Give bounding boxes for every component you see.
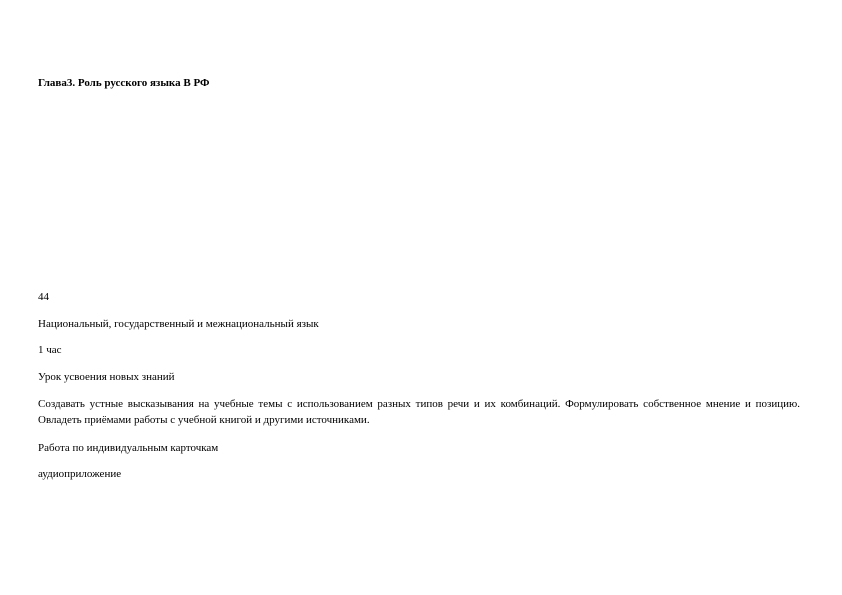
lesson-resources: аудиоприложение bbox=[38, 468, 122, 480]
control-form: Работа по индивидуальным карточкам bbox=[38, 442, 219, 454]
lesson-hours: 1 час bbox=[38, 344, 62, 356]
lesson-topic: Национальный, государственный и межнациональный язык bbox=[38, 318, 319, 330]
student-activities: Создавать устные высказывания на учебные темы с использованием разных типов речи и их комбинаций. Формулировать собственное мнение и позицию. Овладеть приёмами работы с учебной книгой и другими источниками. bbox=[38, 398, 800, 426]
lesson-type: Урок усвоения новых знаний bbox=[38, 371, 175, 383]
lesson-number: 44 bbox=[38, 291, 49, 303]
chapter-heading: Глава3. Роль русского языка В РФ bbox=[38, 77, 210, 89]
